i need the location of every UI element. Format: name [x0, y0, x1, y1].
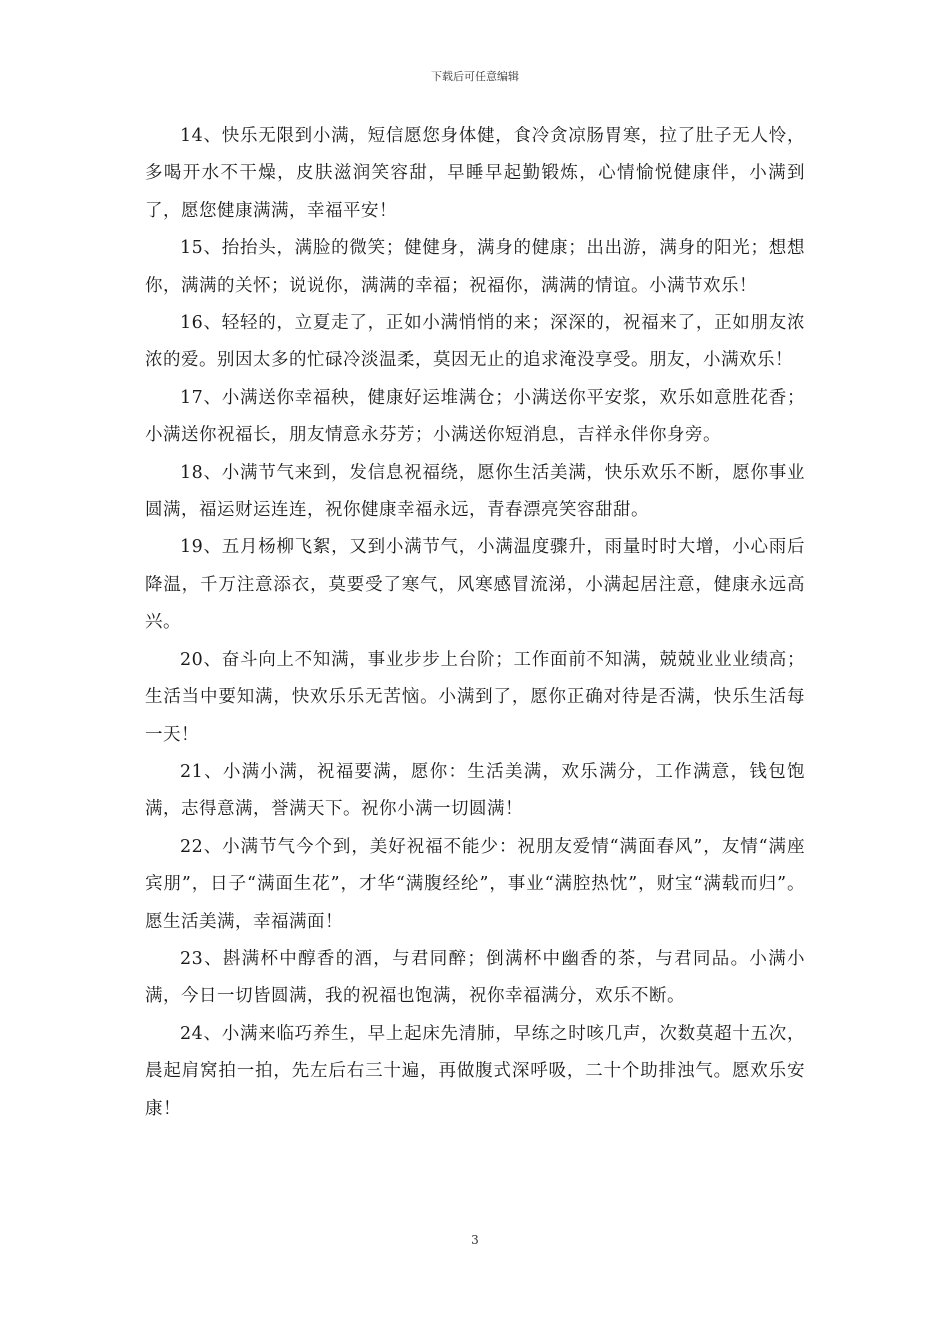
document-body [145, 118, 805, 1128]
paragraph-20: 20、奋斗向上不知满，事业步步上台阶；工作面前不知满，兢兢业业业绩高；生活当中要知满，快欢乐乐无苦恼。小满到了，愿你正确对待是否满，快乐生活每一天！ [145, 649, 805, 745]
paragraph-17: 17、小满送你幸福秧，健康好运堆满仓；小满送你平安浆，欢乐如意胜花香；小满送你祝福长，朋友情意永芬芳；小满送你短消息，吉祥永伴你身旁。 [145, 387, 805, 446]
paragraph-22: 22、小满节气今个到，美好祝福不能少：祝朋友爱情“满面春风”，友情“满座宾朋”，日子“满面生花”，才华“满腹经纶”，事业“满腔热忱”，财宝“满载而归”。愿生活美满，幸福满面！ [145, 836, 805, 932]
paragraph-18: 18、小满节气来到，发信息祝福绕，愿你生活美满，快乐欢乐不断，愿你事业圆满，福运财运连连，祝你健康幸福永远，青春漂亮笑容甜甜。 [145, 462, 805, 521]
paragraph-21: 21、小满小满，祝福要满，愿你：生活美满，欢乐满分，工作满意，钱包饱满，志得意满，誉满天下。祝你小满一切圆满！ [145, 761, 805, 820]
paragraph-19: 19、五月杨柳飞絮，又到小满节气，小满温度骤升，雨量时时大增，小心雨后降温，千万注意添衣，莫要受了寒气，风寒感冒流涕，小满起居注意，健康永远高兴。 [145, 537, 805, 633]
page-header: 下载后可任意编辑 [431, 70, 519, 83]
paragraph-16: 16、轻轻的，立夏走了，正如小满悄悄的来；深深的，祝福来了，正如朋友浓浓的爱。别因太多的忙碌冷淡温柔，莫因无止的追求淹没享受。朋友，小满欢乐！ [145, 313, 805, 371]
paragraph-23: 23、斟满杯中醇香的酒，与君同醉；倒满杯中幽香的茶，与君同品。小满小满，今日一切皆圆满，我的祝福也饱满，祝你幸福满分，欢乐不断。 [145, 948, 805, 1007]
page-number: 3 [471, 1233, 479, 1247]
paragraph-24: 24、小满来临巧养生，早上起床先清肺，早练之时咳几声，次数莫超十五次，晨起肩窝拍一拍，先左后右三十遍，再做腹式深呼吸，二十个助排浊气。愿欢乐安康！ [145, 1023, 805, 1119]
paragraph-14: 14、快乐无限到小满，短信愿您身体健，食冷贪凉肠胃寒，拉了肚子无人怜，多喝开水不干燥，皮肤滋润笑容甜，早睡早起勤锻炼，心情愉悦健康伴，小满到了，愿您健康满满，幸福平安！ [145, 126, 805, 221]
paragraph-15: 15、抬抬头，满脸的微笑；健健身，满身的健康；出出游，满身的阳光；想想你，满满的关怀；说说你，满满的幸福；祝福你，满满的情谊。小满节欢乐！ [145, 238, 805, 296]
